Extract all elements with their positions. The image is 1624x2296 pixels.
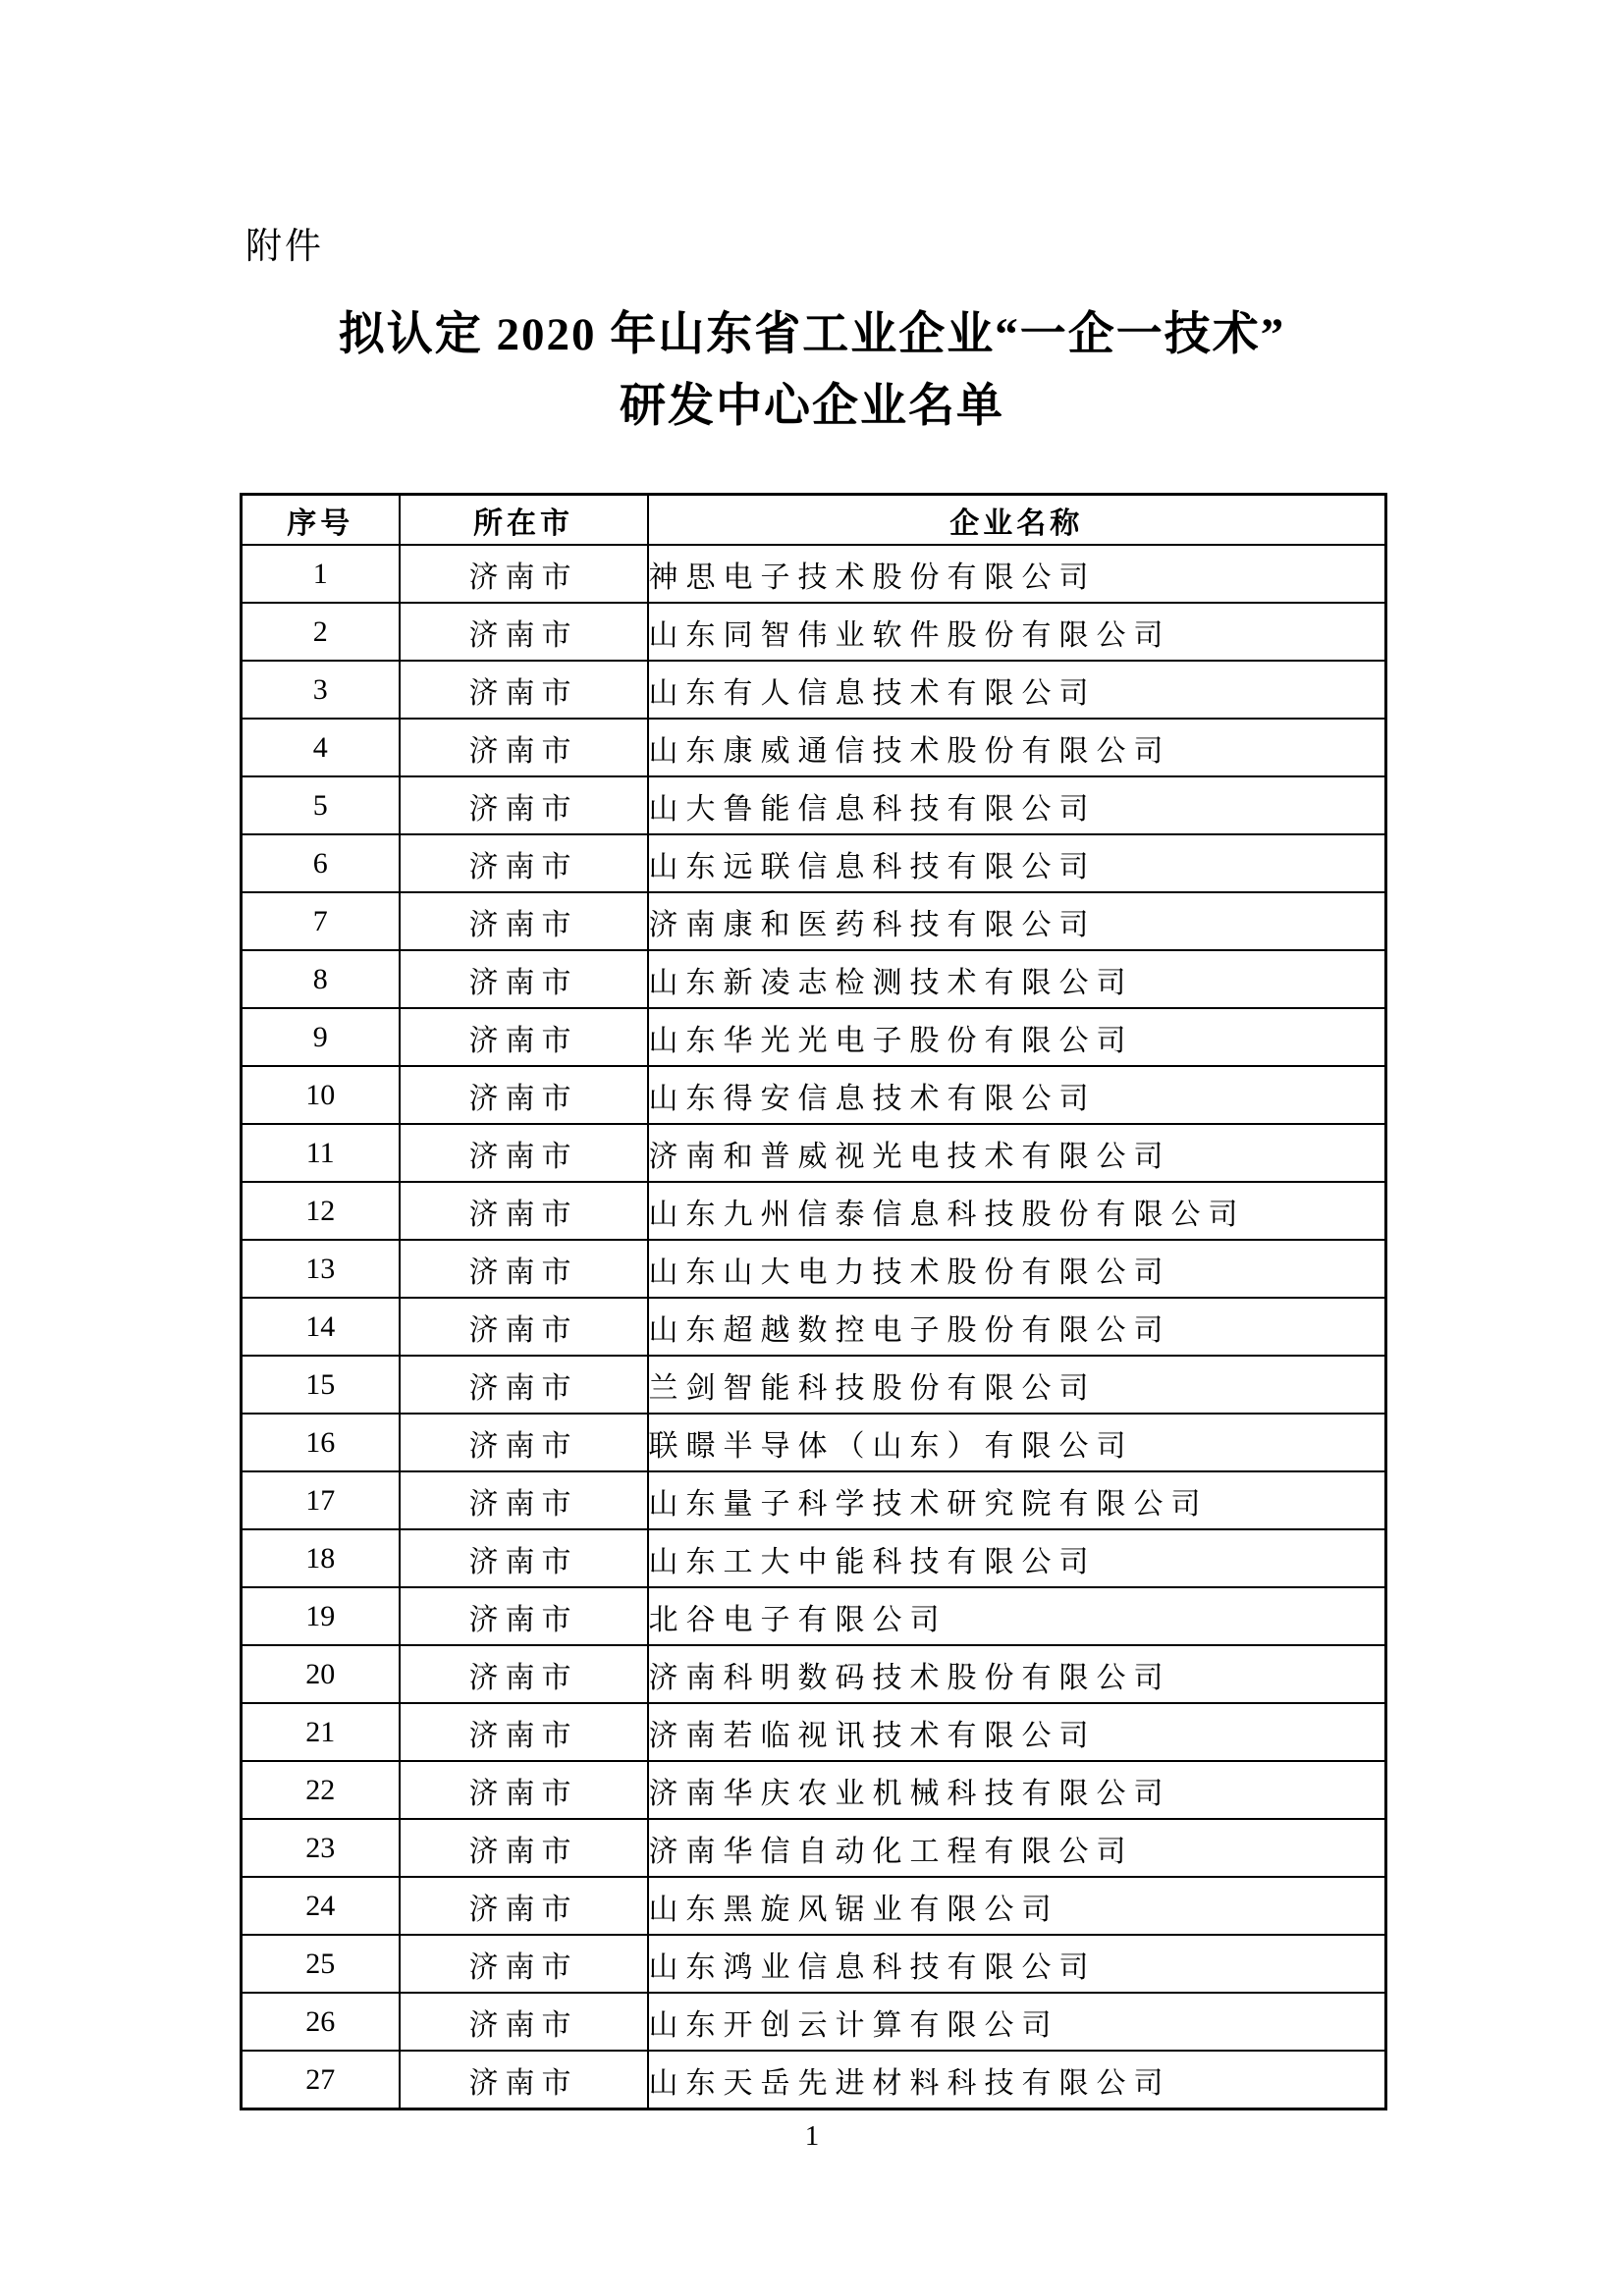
row-serial-cell: 13	[242, 1240, 400, 1298]
row-serial-cell: 27	[242, 2051, 400, 2109]
row-city-cell: 济南市	[400, 719, 648, 776]
row-company-cell: 济南华庆农业机械科技有限公司	[648, 1761, 1386, 1819]
row-city-cell: 济南市	[400, 1066, 648, 1124]
row-company-cell: 山东黑旋风锯业有限公司	[648, 1877, 1386, 1935]
row-company-cell: 联暻半导体（山东）有限公司	[648, 1414, 1386, 1471]
row-serial-cell: 2	[242, 603, 400, 661]
row-city-cell: 济南市	[400, 1240, 648, 1298]
row-company-cell: 山东远联信息科技有限公司	[648, 834, 1386, 892]
table-row	[242, 892, 1386, 950]
row-city-cell: 济南市	[400, 1877, 648, 1935]
row-serial-cell: 15	[242, 1356, 400, 1414]
row-serial-cell: 22	[242, 1761, 400, 1819]
row-company-cell: 山东华光光电子股份有限公司	[648, 1008, 1386, 1066]
row-serial-cell: 12	[242, 1182, 400, 1240]
row-company-cell: 山东得安信息技术有限公司	[648, 1066, 1386, 1124]
row-serial-cell: 6	[242, 834, 400, 892]
row-serial-cell: 20	[242, 1645, 400, 1703]
attachment-label: 附件	[245, 227, 324, 267]
table-row	[242, 834, 1386, 892]
row-city-cell: 济南市	[400, 1182, 648, 1240]
col-header-city: 所在市	[400, 495, 648, 546]
row-city-cell: 济南市	[400, 834, 648, 892]
row-city-cell: 济南市	[400, 950, 648, 1008]
table-row	[242, 1703, 1386, 1761]
row-serial-cell: 7	[242, 892, 400, 950]
row-city-cell: 济南市	[400, 1587, 648, 1645]
row-company-cell: 济南和普威视光电技术有限公司	[648, 1124, 1386, 1182]
row-city-cell: 济南市	[400, 892, 648, 950]
row-serial-cell: 8	[242, 950, 400, 1008]
table-row	[242, 1414, 1386, 1471]
table-header-row	[242, 495, 1386, 546]
table-row	[242, 1066, 1386, 1124]
table-row	[242, 1008, 1386, 1066]
row-city-cell: 济南市	[400, 1529, 648, 1587]
table-row	[242, 1877, 1386, 1935]
row-serial-cell: 10	[242, 1066, 400, 1124]
row-company-cell: 山东工大中能科技有限公司	[648, 1529, 1386, 1587]
row-city-cell: 济南市	[400, 2051, 648, 2109]
row-company-cell: 山东有人信息技术有限公司	[648, 661, 1386, 719]
row-company-cell: 山东开创云计算有限公司	[648, 1993, 1386, 2051]
row-serial-cell: 14	[242, 1298, 400, 1356]
table-row	[242, 1761, 1386, 1819]
table-row	[242, 1471, 1386, 1529]
table-row	[242, 1935, 1386, 1993]
table-row	[242, 1529, 1386, 1587]
row-serial-cell: 5	[242, 776, 400, 834]
row-city-cell: 济南市	[400, 1993, 648, 2051]
table-row	[242, 545, 1386, 603]
row-city-cell: 济南市	[400, 1761, 648, 1819]
row-serial-cell: 3	[242, 661, 400, 719]
row-city-cell: 济南市	[400, 661, 648, 719]
row-serial-cell: 11	[242, 1124, 400, 1182]
table-row	[242, 1993, 1386, 2051]
page-number: 1	[804, 2120, 820, 2152]
row-company-cell: 兰剑智能科技股份有限公司	[648, 1356, 1386, 1414]
table-row	[242, 1819, 1386, 1877]
company-table	[240, 493, 1387, 2110]
table-row	[242, 1240, 1386, 1298]
row-serial-cell: 24	[242, 1877, 400, 1935]
row-company-cell: 北谷电子有限公司	[648, 1587, 1386, 1645]
row-company-cell: 济南若临视讯技术有限公司	[648, 1703, 1386, 1761]
row-company-cell: 山东山大电力技术股份有限公司	[648, 1240, 1386, 1298]
row-company-cell: 山东量子科学技术研究院有限公司	[648, 1471, 1386, 1529]
row-city-cell: 济南市	[400, 1703, 648, 1761]
row-serial-cell: 26	[242, 1993, 400, 2051]
row-city-cell: 济南市	[400, 1819, 648, 1877]
table-row	[242, 776, 1386, 834]
row-city-cell: 济南市	[400, 1124, 648, 1182]
col-header-company: 企业名称	[648, 495, 1386, 546]
row-serial-cell: 4	[242, 719, 400, 776]
row-company-cell: 神思电子技术股份有限公司	[648, 545, 1386, 603]
table-row	[242, 1182, 1386, 1240]
row-serial-cell: 9	[242, 1008, 400, 1066]
col-header-serial: 序号	[242, 495, 400, 546]
page-title	[0, 299, 1624, 443]
table-row	[242, 1587, 1386, 1645]
row-city-cell: 济南市	[400, 1298, 648, 1356]
row-city-cell: 济南市	[400, 1008, 648, 1066]
table-row	[242, 719, 1386, 776]
row-city-cell: 济南市	[400, 1414, 648, 1471]
row-company-cell: 山东天岳先进材料科技有限公司	[648, 2051, 1386, 2109]
row-serial-cell: 21	[242, 1703, 400, 1761]
row-company-cell: 山东新凌志检测技术有限公司	[648, 950, 1386, 1008]
row-company-cell: 山东同智伟业软件股份有限公司	[648, 603, 1386, 661]
row-company-cell: 济南华信自动化工程有限公司	[648, 1819, 1386, 1877]
table-row	[242, 1124, 1386, 1182]
table-row	[242, 950, 1386, 1008]
row-company-cell: 山大鲁能信息科技有限公司	[648, 776, 1386, 834]
row-city-cell: 济南市	[400, 1471, 648, 1529]
row-serial-cell: 1	[242, 545, 400, 603]
row-company-cell: 山东鸿业信息科技有限公司	[648, 1935, 1386, 1993]
table-row	[242, 1645, 1386, 1703]
table-row	[242, 1356, 1386, 1414]
row-serial-cell: 23	[242, 1819, 400, 1877]
row-company-cell: 济南科明数码技术股份有限公司	[648, 1645, 1386, 1703]
row-serial-cell: 16	[242, 1414, 400, 1471]
row-city-cell: 济南市	[400, 776, 648, 834]
row-company-cell: 山东九州信泰信息科技股份有限公司	[648, 1182, 1386, 1240]
table-row	[242, 2051, 1386, 2109]
row-serial-cell: 18	[242, 1529, 400, 1587]
row-company-cell: 济南康和医药科技有限公司	[648, 892, 1386, 950]
row-city-cell: 济南市	[400, 1645, 648, 1703]
row-serial-cell: 25	[242, 1935, 400, 1993]
table-row	[242, 1298, 1386, 1356]
row-company-cell: 山东康威通信技术股份有限公司	[648, 719, 1386, 776]
table-row	[242, 661, 1386, 719]
row-serial-cell: 17	[242, 1471, 400, 1529]
row-city-cell: 济南市	[400, 603, 648, 661]
row-city-cell: 济南市	[400, 1356, 648, 1414]
row-company-cell: 山东超越数控电子股份有限公司	[648, 1298, 1386, 1356]
page-title-line2: 研发中心企业名单	[620, 381, 1004, 432]
row-city-cell: 济南市	[400, 545, 648, 603]
row-serial-cell: 19	[242, 1587, 400, 1645]
table-row	[242, 603, 1386, 661]
row-city-cell: 济南市	[400, 1935, 648, 1993]
page-title-line1: 拟认定 2020 年山东省工业企业“一企一技术”	[338, 309, 1286, 360]
